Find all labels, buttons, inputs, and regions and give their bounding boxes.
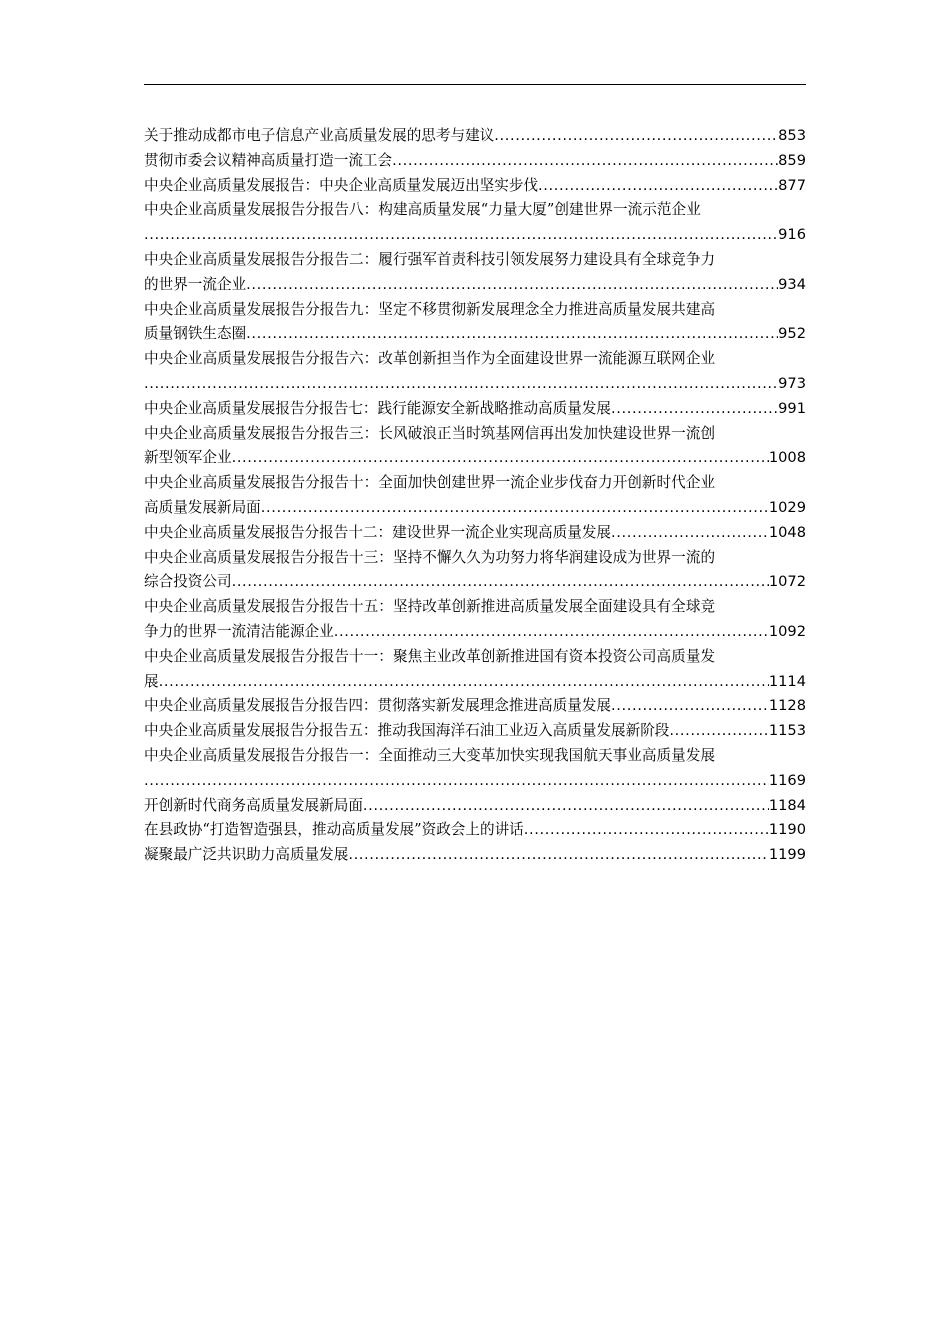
toc-entry-page-number: 853 <box>778 127 806 144</box>
toc-entry[interactable] <box>144 422 806 472</box>
toc-leader-dots <box>261 496 769 521</box>
toc-entry[interactable] <box>144 149 806 174</box>
toc-entry[interactable] <box>144 397 806 422</box>
toc-entry-title-first-line: 中央企业高质量发展报告分报告二：履行强军首责科技引领发展努力建设具有全球竞争力 <box>144 250 716 268</box>
toc-leader-dots <box>246 322 778 347</box>
toc-entry-page-number: 1008 <box>768 449 806 467</box>
toc-entry-line <box>144 273 806 298</box>
toc-entry-page-number: 973 <box>778 374 806 392</box>
toc-entry-page-number: 916 <box>778 226 806 244</box>
toc-entry-title: 中央企业高质量发展报告分报告五：推动我国海洋石油工业迈入高质量发展新阶段 <box>144 722 670 740</box>
toc-entry-title: 综合投资公司 <box>144 573 232 591</box>
toc-entry-title: 关于推动成都市电子信息产业高质量发展的思考与建议 <box>144 127 495 144</box>
toc-leader-dots <box>611 694 769 719</box>
toc-entry-title: 质量钢铁生态圈 <box>144 325 247 343</box>
toc-leader-dots <box>494 124 778 149</box>
toc-entry-title: 中央企业高质量发展报告分报告四：贯彻落实新发展理念推进高质量发展 <box>144 697 612 715</box>
toc-entry-page-number: 859 <box>778 151 806 169</box>
toc-entry-page-number: 1199 <box>768 846 806 864</box>
toc-entry[interactable] <box>144 694 806 719</box>
toc-entry[interactable] <box>144 744 806 794</box>
toc-leader-dots <box>538 174 778 199</box>
toc-entry-line <box>144 496 806 521</box>
toc-entry-page-number: 952 <box>778 325 806 343</box>
toc-leader-dots <box>246 273 778 298</box>
toc-leader-dots <box>611 397 778 422</box>
table-of-contents <box>144 124 806 868</box>
toc-entry-line <box>144 818 806 843</box>
toc-entry-line <box>144 174 806 199</box>
toc-entry-line <box>144 769 806 794</box>
toc-leader-dots <box>144 372 778 397</box>
toc-leader-dots <box>144 769 769 794</box>
toc-entry[interactable] <box>144 719 806 744</box>
toc-entry-line <box>144 322 806 347</box>
toc-entry-line <box>144 372 806 397</box>
toc-entry-page-number: 934 <box>778 275 806 293</box>
toc-entry-title-first-line: 中央企业高质量发展报告分报告十一：聚焦主业改革创新推进国有资本投资公司高质量发 <box>144 647 716 665</box>
toc-entry-line <box>144 149 806 174</box>
toc-entry-title-first-line: 中央企业高质量发展报告分报告八：构建高质量发展“力量大厦”创建世界一流示范企业 <box>144 201 701 219</box>
toc-entry-title: 展 <box>144 672 159 690</box>
toc-entry-line <box>144 570 806 595</box>
toc-entry-page-number: 1190 <box>768 821 806 839</box>
toc-entry-line <box>144 794 806 819</box>
toc-leader-dots <box>334 620 769 645</box>
toc-leader-dots <box>232 446 769 471</box>
toc-entry-line <box>144 223 806 248</box>
toc-entry-title: 高质量发展新局面 <box>144 498 261 516</box>
toc-entry[interactable] <box>144 198 806 248</box>
toc-leader-dots <box>363 794 769 819</box>
toc-entry-page-number: 1048 <box>768 523 806 541</box>
toc-entry-line <box>144 843 806 868</box>
toc-entry-title-first-line: 中央企业高质量发展报告分报告十：全面加快创建世界一流企业步伐奋力开创新时代企业 <box>144 474 716 492</box>
toc-entry-page-number: 1128 <box>768 697 806 715</box>
toc-entry-title: 新型领军企业 <box>144 449 232 467</box>
toc-leader-dots <box>144 223 778 248</box>
toc-entry-title-first-line: 中央企业高质量发展报告分报告六：改革创新担当作为全面建设世界一流能源互联网企业 <box>144 350 716 368</box>
toc-leader-dots <box>669 719 768 744</box>
toc-entry-page-number: 1169 <box>768 771 806 789</box>
toc-leader-dots <box>232 570 769 595</box>
toc-leader-dots <box>159 670 769 695</box>
toc-entry-title: 中央企业高质量发展报告分报告七：践行能源安全新战略推动高质量发展 <box>144 399 612 417</box>
toc-entry-title: 在县政协“打造智造强县，推动高质量发展”资政会上的讲话 <box>144 821 524 839</box>
toc-entry-page-number: 1184 <box>768 796 806 814</box>
toc-entry[interactable] <box>144 818 806 843</box>
toc-entry[interactable] <box>144 645 806 695</box>
toc-entry-title-first-line: 中央企业高质量发展报告分报告一：全面推动三大变革加快实现我国航天事业高质量发展 <box>144 746 716 764</box>
toc-entry-title: 中央企业高质量发展报告分报告十二：建设世界一流企业实现高质量发展 <box>144 523 612 541</box>
toc-entry-page-number: 1092 <box>768 622 806 640</box>
toc-entry[interactable] <box>144 794 806 819</box>
toc-entry[interactable] <box>144 595 806 645</box>
toc-entry-title: 凝聚最广泛共识助力高质量发展 <box>144 846 349 864</box>
toc-entry[interactable] <box>144 471 806 521</box>
toc-entry[interactable] <box>144 248 806 298</box>
toc-entry-line <box>144 620 806 645</box>
toc-entry-page-number: 991 <box>778 399 806 417</box>
toc-entry[interactable] <box>144 521 806 546</box>
toc-entry-page-number: 1072 <box>768 573 806 591</box>
toc-entry-title-first-line: 中央企业高质量发展报告分报告三：长风破浪正当时筑基网信再出发加快建设世界一流创 <box>144 424 716 442</box>
toc-entry-page-number: 1114 <box>768 672 806 690</box>
toc-leader-dots <box>392 149 778 174</box>
toc-entry-line <box>144 446 806 471</box>
toc-entry-line <box>144 397 806 422</box>
toc-leader-dots <box>611 521 769 546</box>
toc-entry[interactable] <box>144 298 806 348</box>
toc-entry-title: 中央企业高质量发展报告：中央企业高质量发展迈出坚实步伐 <box>144 176 539 194</box>
toc-entry-page-number: 1029 <box>768 498 806 516</box>
toc-entry-title: 贯彻市委会议精神高质量打造一流工会 <box>144 151 393 169</box>
toc-entry-line <box>144 694 806 719</box>
toc-entry-line <box>144 521 806 546</box>
toc-entry-title: 争力的世界一流清洁能源企业 <box>144 622 334 640</box>
toc-entry-line <box>144 719 806 744</box>
toc-entry-title-first-line: 中央企业高质量发展报告分报告九：坚定不移贯彻新发展理念全力推进高质量发展共建高 <box>144 300 716 318</box>
toc-entry-page-number: 877 <box>778 176 806 194</box>
toc-entry[interactable] <box>144 347 806 397</box>
toc-entry-title: 开创新时代商务高质量发展新局面 <box>144 796 363 814</box>
toc-entry[interactable] <box>144 174 806 199</box>
header-rule <box>144 84 806 85</box>
toc-entry-line <box>144 670 806 695</box>
toc-entry-title-first-line: 中央企业高质量发展报告分报告十五：坚持改革创新推进高质量发展全面建设具有全球竞 <box>144 598 716 616</box>
toc-leader-dots <box>348 843 769 868</box>
toc-leader-dots <box>524 818 769 843</box>
toc-entry-title: 的世界一流企业 <box>144 275 247 293</box>
toc-entry-page-number: 1153 <box>768 722 806 740</box>
toc-entry[interactable] <box>144 843 806 868</box>
toc-entry[interactable] <box>144 124 806 149</box>
toc-entry-line <box>144 124 806 149</box>
toc-entry[interactable] <box>144 546 806 596</box>
toc-entry-title-first-line: 中央企业高质量发展报告分报告十三：坚持不懈久久为功努力将华润建设成为世界一流的 <box>144 548 716 566</box>
